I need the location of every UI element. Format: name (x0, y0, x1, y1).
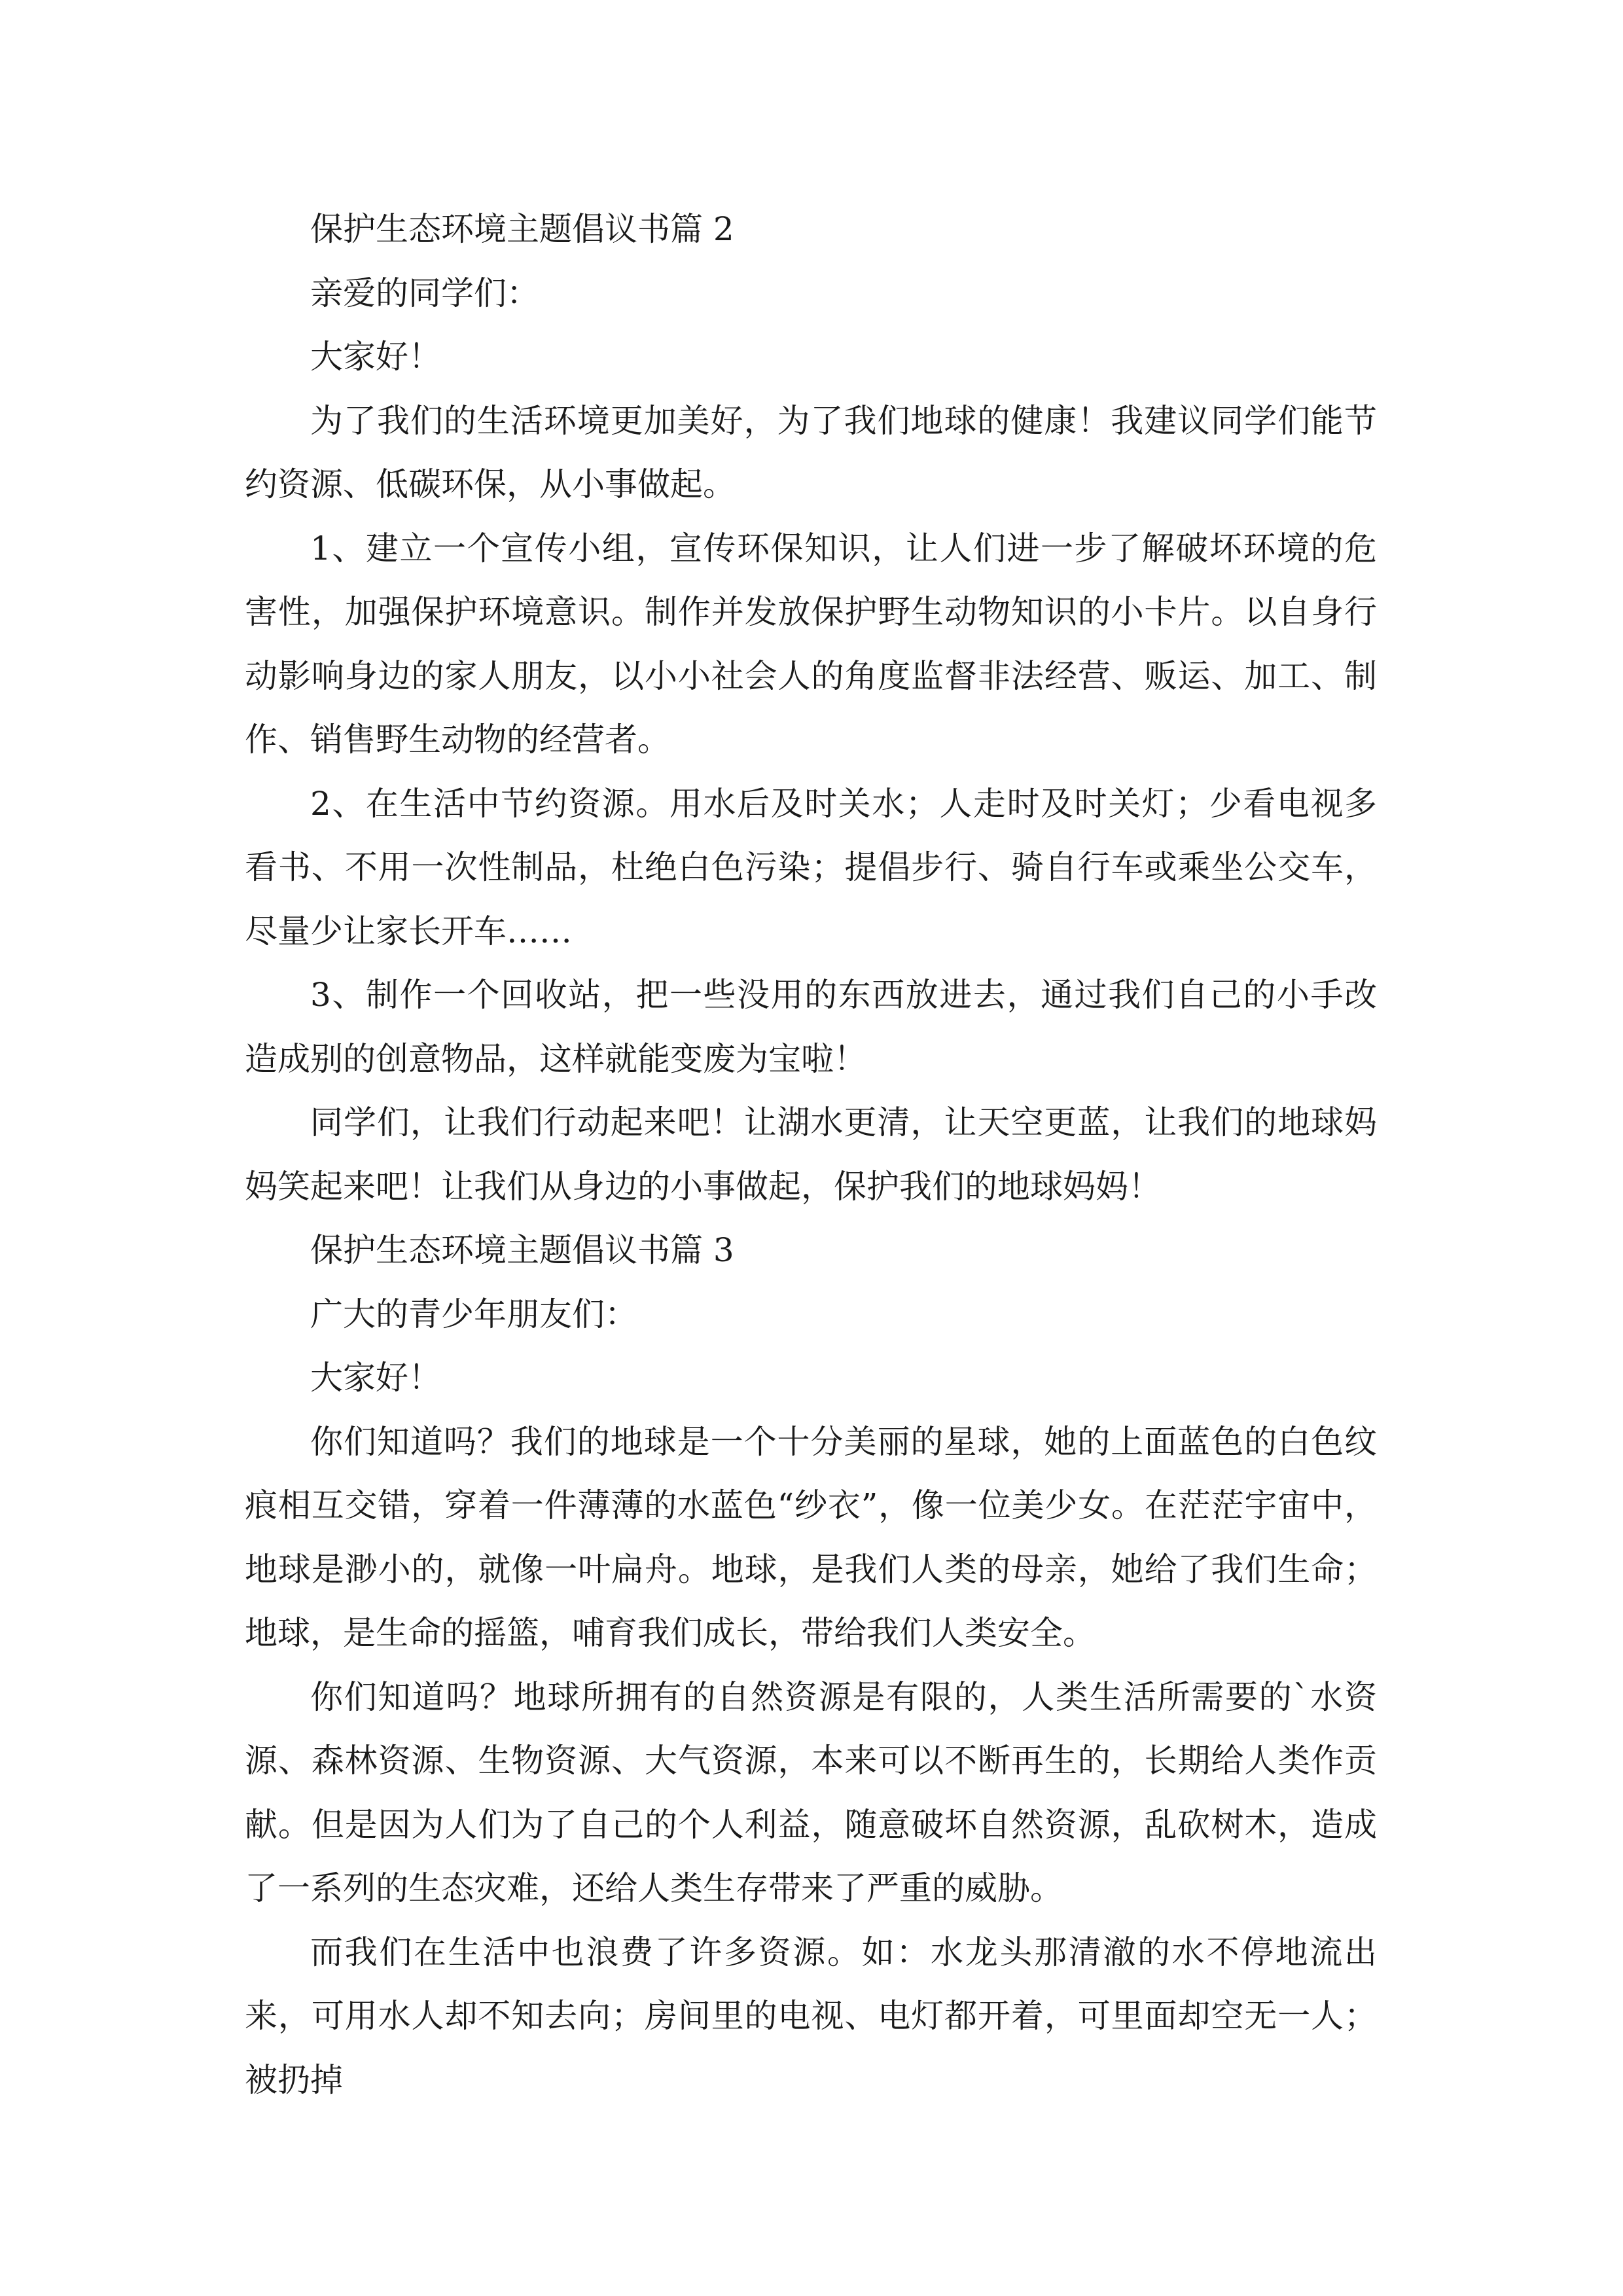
section-3-greeting: 大家好！ (310, 1359, 441, 1397)
section-2-paragraph-3: 2、在生活中节约资源。用水后及时关水；人走时及时关灯；少看电视多看书、不用一次性制品，杜绝白色污染；提倡步行、骑自行车或乘坐公交车，尽量少让家长开车…… (245, 784, 1377, 950)
section-2-title: 保护生态环境主题倡议书篇 2 (310, 210, 734, 248)
section-2-paragraph-1: 为了我们的生活环境更加美好，为了我们地球的健康！我建议同学们能节约资源、低碳环保，从小事做起。 (245, 401, 1377, 503)
section-2-paragraph-4: 3、制作一个回收站，把一些没用的东西放进去，通过我们自己的小手改造成别的创意物品，这样就能变废为宝啦！ (245, 976, 1377, 1078)
section-3-title: 保护生态环境主题倡议书篇 3 (310, 1231, 734, 1269)
section-2-paragraph-2: 1、建立一个宣传小组，宣传环保知识，让人们进一步了解破坏环境的危害性，加强保护环境意识。制作并发放保护野生动物知识的小卡片。以自身行动影响身边的家人朋友，以小小社会人的角度监督非法经营、贩运、加工、制作、销售野生动物的经营者。 (245, 529, 1377, 759)
section-3-paragraph-1: 你们知道吗？我们的地球是一个十分美丽的星球，她的上面蓝色的白色纹痕相互交错，穿着一件薄薄的水蓝色“纱衣”，像一位美少女。在茫茫宇宙中，地球是渺小的，就像一叶扁舟。地球，是我们人类的母亲，她给了我们生命；地球，是生命的摇篮，哺育我们成长，带给我们人类安全。 (245, 1422, 1377, 1652)
section-3-paragraph-3: 而我们在生活中也浪费了许多资源。如：水龙头那清澈的水不停地流出来，可用水人却不知去向；房间里的电视、电灯都开着，可里面却空无一人；被扔掉 (245, 1933, 1377, 2099)
section-2-greeting: 大家好！ (310, 338, 441, 376)
section-2-salutation: 亲爱的同学们： (310, 274, 539, 312)
section-2-paragraph-5: 同学们，让我们行动起来吧！让湖水更清，让天空更蓝，让我们的地球妈妈笑起来吧！让我们从身边的小事做起，保护我们的地球妈妈！ (245, 1103, 1377, 1206)
section-3-salutation: 广大的青少年朋友们： (310, 1295, 637, 1333)
section-3-paragraph-2: 你们知道吗？地球所拥有的自然资源是有限的，人类生活所需要的`水资源、森林资源、生物资源、大气资源，本来可以不断再生的，长期给人类作贡献。但是因为人们为了自己的个人利益，随意破坏自然资源，乱砍树木，造成了一系列的生态灾难，还给人类生存带来了严重的威胁。 (245, 1677, 1377, 1907)
document-page (245, 198, 1377, 2112)
